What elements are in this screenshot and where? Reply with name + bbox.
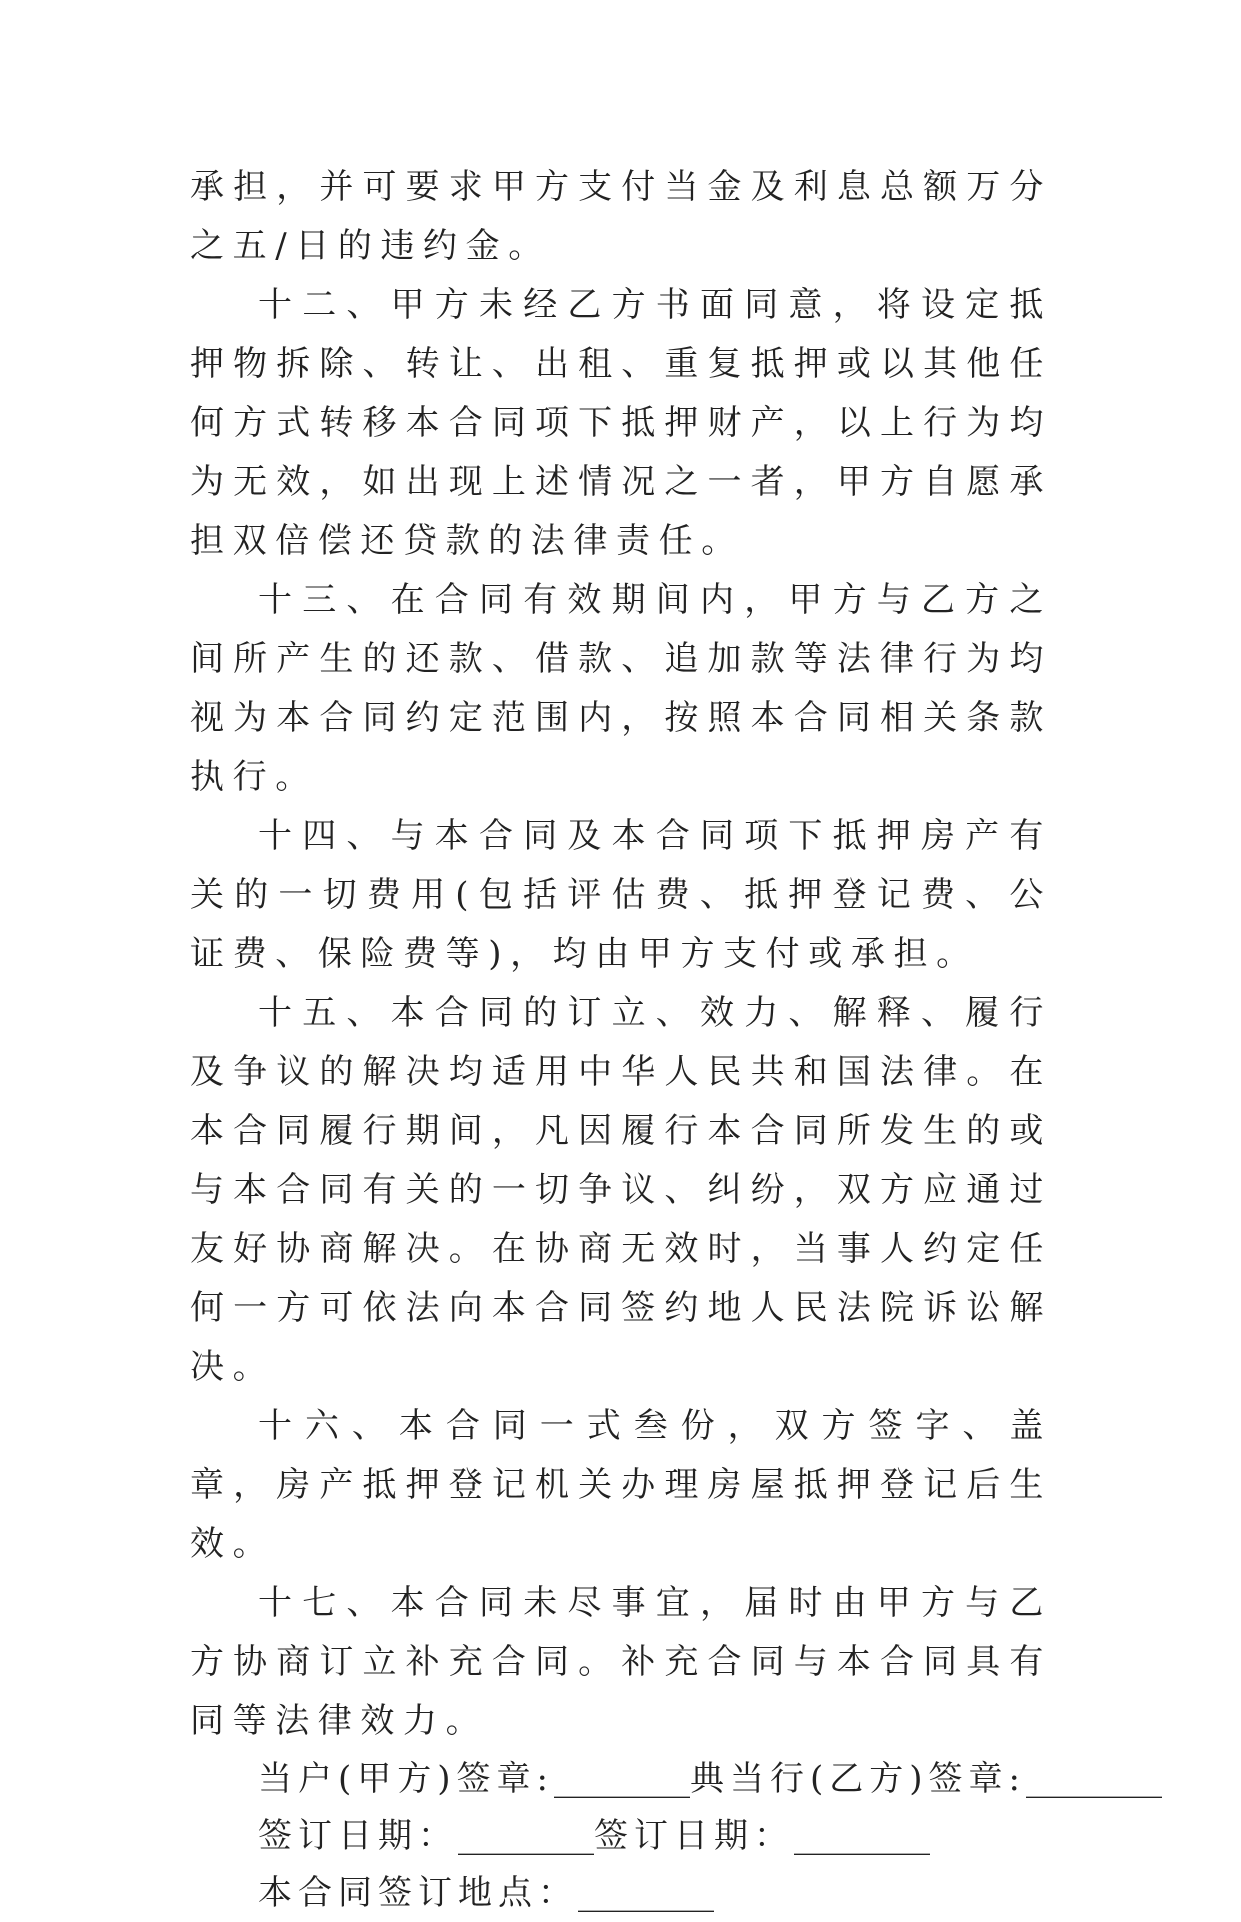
paragraph-clause-13: 十三、在合同有效期间内，甲方与乙方之间所产生的还款、借款、追加款等法律行为均视为本合同约定范围内，按照本合同相关条款执行。	[190, 580, 1052, 797]
party-b-date-label: 签订日期：	[594, 1816, 794, 1856]
party-a-date-label: 签订日期：	[258, 1816, 458, 1856]
paragraph-clause-17: 十七、本合同未尽事宜，届时由甲方与乙方协商订立补充合同。补充合同与本合同具有同等法律效力。	[190, 1583, 1052, 1741]
signing-place-label: 本合同签订地点：	[258, 1873, 578, 1913]
contract-body	[190, 158, 1162, 1922]
party-a-signature-blank: ________	[553, 1759, 690, 1799]
party-a-signature-label: 当户(甲方)签章:	[258, 1759, 554, 1799]
signature-line-place	[190, 1865, 1052, 1922]
signature-line-parties	[190, 1751, 1162, 1808]
party-a-date-blank: ________	[458, 1816, 594, 1856]
paragraph-continuation: 承担，并可要求甲方支付当金及利息总额万分之五/日的违约金。	[190, 167, 1052, 266]
signature-line-dates	[190, 1808, 1052, 1865]
paragraph-clause-12: 十二、甲方未经乙方书面同意，将设定抵押物拆除、转让、出租、重复抵押或以其他任何方式转移本合同项下抵押财产，以上行为均为无效，如出现上述情况之一者，甲方自愿承担双倍偿还贷款的法律责任。	[190, 285, 1052, 561]
party-b-signature-label: 典当行(乙方)签章:	[689, 1759, 1026, 1799]
paragraph-clause-14: 十四、与本合同及本合同项下抵押房产有关的一切费用(包括评估费、抵押登记费、公证费、保险费等)，均由甲方支付或承担。	[190, 816, 1052, 974]
party-b-date-blank: ________	[794, 1816, 930, 1856]
paragraph-clause-15: 十五、本合同的订立、效力、解释、履行及争议的解决均适用中华人民共和国法律。在本合同履行期间，凡因履行本合同所发生的或与本合同有关的一切争议、纠纷，双方应通过友好协商解决。在协商无效时，当事人约定任何一方可依法向本合同签约地人民法院诉讼解决。	[190, 993, 1052, 1387]
party-b-signature-blank: ________	[1025, 1759, 1162, 1799]
paragraph-clause-16: 十六、本合同一式叁份，双方签字、盖章，房产抵押登记机关办理房屋抵押登记后生效。	[190, 1406, 1052, 1564]
signing-place-blank: ________	[578, 1873, 714, 1913]
